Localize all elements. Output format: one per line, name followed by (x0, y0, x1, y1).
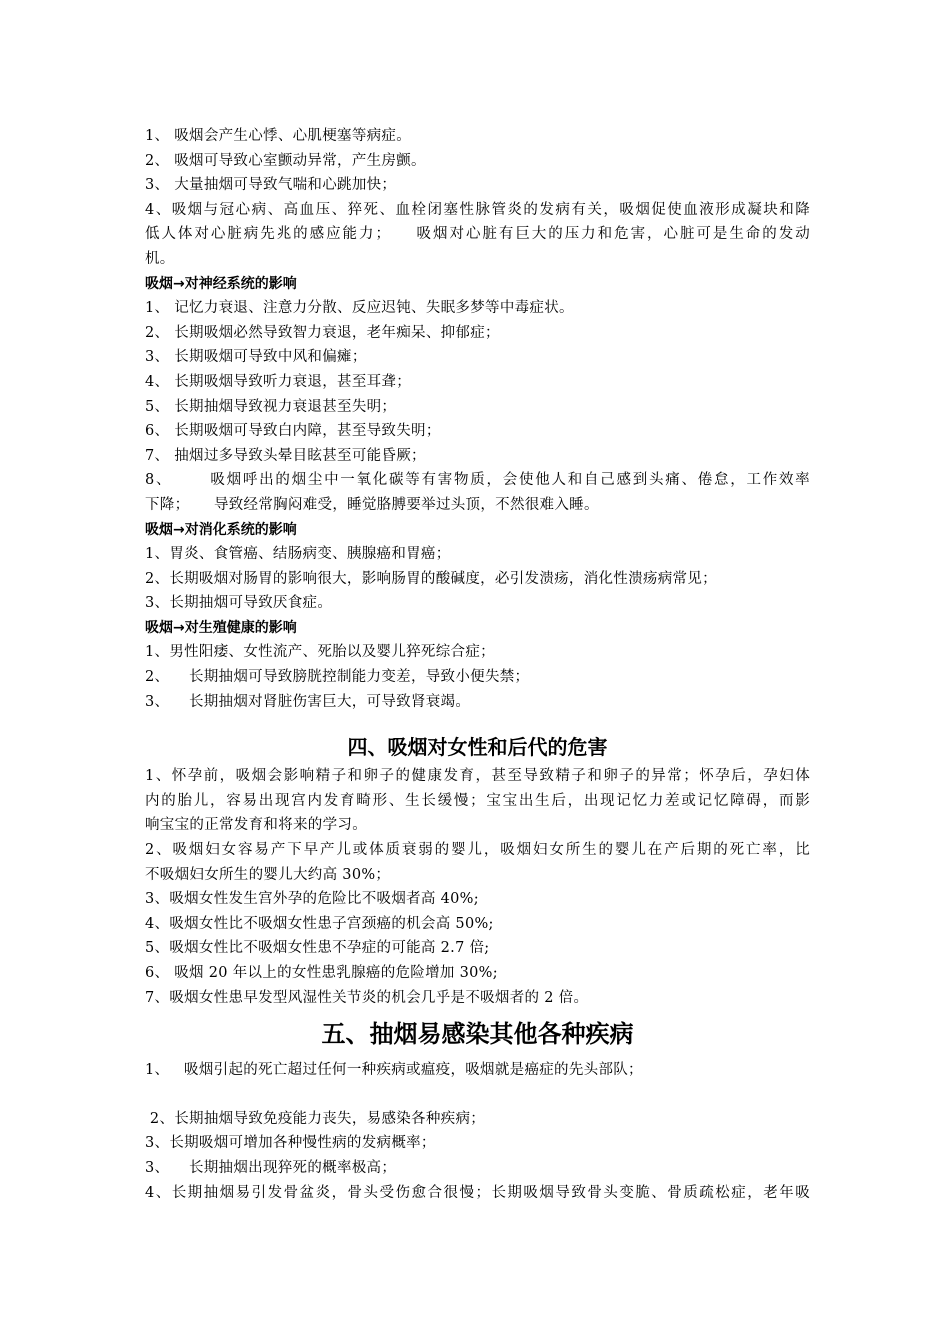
list-item: 1、 记忆力衰退、注意力分散、反应迟钝、失眠多梦等中毒症状。 (145, 300, 574, 317)
list-item: 3、吸烟女性发生宫外孕的危险比不吸烟者高 40%; (145, 891, 479, 908)
list-item: 3、 长期抽烟对肾脏伤害巨大，可导致肾衰竭。 (145, 693, 471, 710)
list-item: 4、长期抽烟易引发骨盆炎，骨头受伤愈合很慢；长期吸烟导致骨头变脆、骨质疏松症，老年吸 (145, 1184, 810, 1201)
list-item: 7、吸烟女性患早发型风湿性关节炎的机会几乎是不吸烟者的 2 倍。 (145, 989, 589, 1006)
list-item-continued: 不吸烟妇女所生的婴儿大约高 30%； (145, 866, 391, 883)
document-page (145, 124, 810, 1205)
list-item: 3、 大量抽烟可导致气喘和心跳加快； (145, 177, 397, 194)
list-item-continued: 下降； 导致经常胸闷难受，睡觉胳膊要举过头顶，不然很难入睡。 (145, 496, 599, 513)
list-item: 4、吸烟与冠心病、高血压、猝死、血栓闭塞性脉管炎的发病有关，吸烟促使血液形成凝块和降 (145, 201, 810, 218)
nerve-section (145, 272, 810, 518)
section-heading: 吸烟→对消化系统的影响 (145, 521, 297, 538)
section-title: 四、吸烟对女性和后代的危害 (347, 735, 608, 760)
list-item: 5、吸烟女性比不吸烟女性患不孕症的可能高 2.7 倍; (145, 940, 490, 957)
digest-section (145, 518, 810, 616)
list-item: 2、 吸烟可导致心室颤动异常，产生房颤。 (145, 152, 426, 169)
section-5 (145, 1016, 810, 1205)
section-heading: 吸烟→对神经系统的影响 (145, 275, 297, 292)
blank-line (145, 1083, 810, 1107)
list-item-continued: 低人体对心脏病先兆的感应能力； 吸烟对心脏有巨大的压力和危害，心脏可是生命的发动 (145, 226, 810, 243)
section-title: 五、抽烟易感染其他各种疾病 (321, 1019, 634, 1049)
list-item: 5、 长期抽烟导致视力衰退甚至失明； (145, 398, 397, 415)
heart-effects-list (145, 124, 810, 272)
list-item: 1、 吸烟会产生心悸、心肌梗塞等病症。 (145, 128, 412, 144)
list-item: 7、 抽烟过多导致头晕目眩甚至可能昏厥； (145, 447, 426, 464)
list-item: 8、 吸烟呼出的烟尘中一氧化碳等有害物质，会使他人和自己感到头痛、倦怠，工作效率 (145, 472, 810, 489)
list-item: 3、 长期抽烟出现猝死的概率极高； (145, 1159, 397, 1176)
section-4 (145, 732, 810, 1010)
list-item: 3、长期吸烟可增加各种慢性病的发病概率； (145, 1135, 436, 1152)
list-item: 2、 长期吸烟必然导致智力衰退，老年痴呆、抑郁症； (145, 324, 500, 341)
list-item: 1、胃炎、食管癌、结肠病变、胰腺癌和胃癌； (145, 546, 451, 563)
list-item: 3、 长期吸烟可导致中风和偏瘫； (145, 349, 367, 366)
list-item-continued: 响宝宝的正常发育和将来的学习。 (145, 817, 367, 834)
list-item-continued: 机。 (145, 250, 175, 267)
list-item: 4、吸烟女性比不吸烟女性患子宫颈癌的机会高 50%; (145, 915, 494, 932)
list-item-continued: 内的胎儿，容易出现宫内发育畸形、生长缓慢；宝宝出生后，出现记忆力差或记忆障碍，而影 (145, 792, 810, 809)
list-item: 2、长期吸烟对肠胃的影响很大，影响肠胃的酸碱度，必引发溃疡，消化性溃疡病常见； (145, 570, 717, 587)
list-item: 2、 长期抽烟可导致膀胱控制能力变差，导致小便失禁； (145, 669, 530, 686)
section-heading: 吸烟→对生殖健康的影响 (145, 619, 297, 636)
list-item: 1、男性阳痿、女性流产、死胎以及婴儿猝死综合症； (145, 644, 495, 661)
list-item: 3、长期抽烟可导致厌食症。 (145, 595, 333, 612)
repro-section (145, 616, 810, 714)
list-item: 2、长期抽烟导致免疫能力丧失，易感染各种疾病； (145, 1110, 486, 1127)
list-item: 1、怀孕前，吸烟会影响精子和卵子的健康发育，甚至导致精子和卵子的异常；怀孕后，孕妇体 (145, 768, 810, 785)
list-item: 6、 长期吸烟可导致白内障，甚至导致失明； (145, 423, 441, 440)
list-item: 6、 吸烟 20 年以上的女性患乳腺癌的危险增加 30%; (145, 965, 498, 981)
list-item: 4、 长期吸烟导致听力衰退，甚至耳聋； (145, 373, 412, 390)
list-item: 2、吸烟妇女容易产下早产儿或体质衰弱的婴儿，吸烟妇女所生的婴儿在产后期的死亡率，比 (145, 842, 810, 859)
list-item: 1、 吸烟引起的死亡超过任何一种疾病或瘟疫，吸烟就是癌症的先头部队； (145, 1062, 643, 1079)
